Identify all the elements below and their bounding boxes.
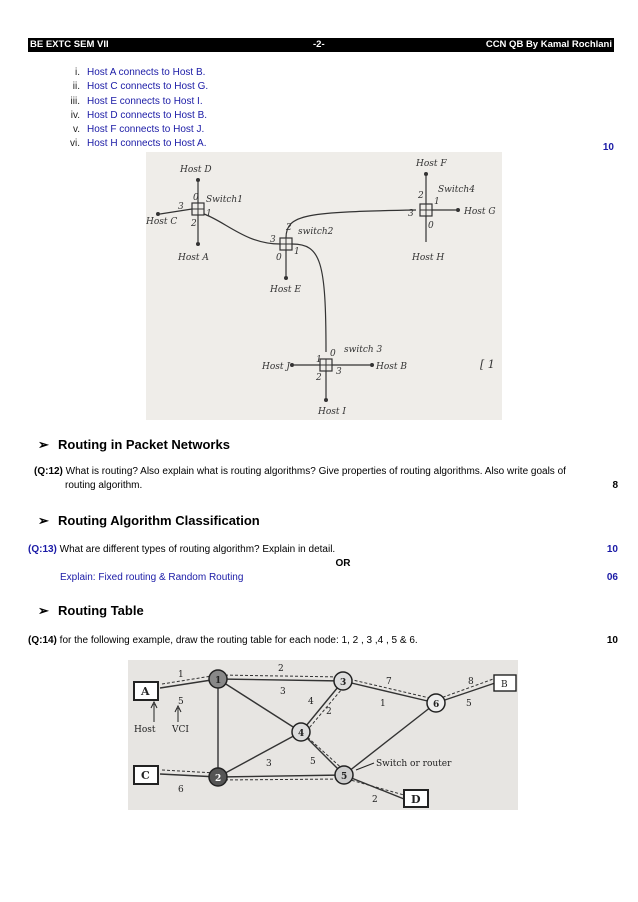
list-text: Host D connects to Host B. xyxy=(87,109,208,121)
node-1-label: 1 xyxy=(215,676,222,686)
list-number: v. xyxy=(72,124,80,136)
port: 0 xyxy=(330,349,336,359)
label-switch3: switch 3 xyxy=(344,345,383,355)
or-separator: OR xyxy=(335,558,351,569)
host-c-label: C xyxy=(141,769,150,782)
port: 0 xyxy=(276,253,282,263)
section-title: Routing in Packet Networks xyxy=(58,437,230,452)
vci-label: 5 xyxy=(310,757,316,767)
vci-label: 3 xyxy=(280,687,286,697)
list-text: Host E connects to Host I. xyxy=(87,95,203,107)
port: 3 xyxy=(336,367,342,377)
label-host-j: Host J xyxy=(262,362,290,372)
connections-marks: 10 xyxy=(602,142,614,153)
switch-annotation: Switch or router xyxy=(376,759,452,769)
question-alt-marks: 06 xyxy=(606,572,618,583)
question-14 xyxy=(28,634,618,648)
vci-label: 8 xyxy=(468,677,474,687)
vci-label: 5 xyxy=(178,697,184,707)
question-alt-text: Explain: Fixed routing & Random Routing xyxy=(60,572,244,583)
list-text: Host F connects to Host J. xyxy=(87,124,205,136)
section-title: Routing Algorithm Classification xyxy=(58,513,260,528)
arrowhead-bullet-icon: ➢ xyxy=(38,437,49,452)
vci-label: 1 xyxy=(380,699,386,709)
section-title: Routing Table xyxy=(58,603,144,618)
list-number: iii. xyxy=(70,95,80,107)
header-page-number: -2- xyxy=(313,39,325,50)
label-host-h: Host H xyxy=(412,253,445,263)
host-a-label: A xyxy=(141,685,150,698)
label-host-a: Host A xyxy=(178,253,209,263)
port: 3 xyxy=(408,209,414,219)
switch-network-diagram xyxy=(146,152,502,420)
list-item xyxy=(40,109,620,123)
vci-label: 4 xyxy=(308,697,314,707)
question-text: What is routing? Also explain what is routing algorithms? Give properties of routing algorithms. Also write goals of xyxy=(62,466,566,477)
port: 2 xyxy=(191,219,197,229)
list-item xyxy=(40,137,620,151)
list-number: i. xyxy=(75,67,80,78)
switch1 xyxy=(192,203,204,215)
vci-label: 7 xyxy=(386,677,392,687)
header-left: BE EXTC SEM VII xyxy=(30,39,109,50)
question-12 xyxy=(34,465,618,493)
switch3 xyxy=(320,359,332,371)
header-right: CCN QB By Kamal Rochlani xyxy=(485,39,612,50)
list-text: Host H connects to Host A. xyxy=(87,138,207,150)
node-3-label: 3 xyxy=(340,678,347,688)
port: 2 xyxy=(316,373,322,383)
port: 1 xyxy=(206,209,212,219)
connection-list xyxy=(40,66,620,152)
list-item xyxy=(40,123,620,137)
list-text: Host C connects to Host G. xyxy=(87,81,209,93)
switch4 xyxy=(420,204,432,216)
port: 2 xyxy=(418,191,424,201)
label-host-c: Host C xyxy=(146,217,178,227)
list-item xyxy=(40,95,620,109)
port: 3 xyxy=(178,202,184,212)
vci-label: 2 xyxy=(278,664,284,674)
question-label: (Q:14) xyxy=(28,635,57,646)
host-annotation: Host xyxy=(134,725,156,735)
vci-label: 6 xyxy=(178,785,184,795)
node-6-label: 6 xyxy=(433,700,440,710)
label-bracket: [ 1 xyxy=(480,358,495,371)
label-host-d: Host D xyxy=(180,165,212,175)
question-text: What are different types of routing algorithm? Explain in detail. xyxy=(56,544,336,555)
question-13 xyxy=(28,543,618,585)
node-4-label: 4 xyxy=(298,729,305,739)
label-host-i: Host I xyxy=(318,407,346,417)
vci-label: 3 xyxy=(266,759,272,769)
page-header xyxy=(28,38,614,52)
label-host-e: Host E xyxy=(270,285,301,295)
host-b-label: B xyxy=(501,680,508,690)
list-number: iv. xyxy=(70,109,80,121)
label-host-g: Host G xyxy=(464,207,496,217)
vci-label: 2 xyxy=(372,795,378,805)
port: 0 xyxy=(193,193,199,203)
switch2 xyxy=(280,238,292,250)
host-d-label: D xyxy=(411,793,421,806)
vci-label: 1 xyxy=(178,670,184,680)
node-2-label: 2 xyxy=(215,774,222,784)
label-switch2: switch2 xyxy=(298,227,334,237)
list-number: ii. xyxy=(72,81,80,93)
list-text: Host A connects to Host B. xyxy=(87,67,206,78)
list-item xyxy=(40,80,620,94)
question-label: (Q:12) xyxy=(34,466,63,477)
question-marks: 10 xyxy=(606,635,618,646)
vci-annotation: VCI xyxy=(172,725,189,735)
vci-label: 5 xyxy=(466,699,472,709)
question-text-continued: routing algorithm. xyxy=(65,480,143,491)
label-switch4: Switch4 xyxy=(438,185,475,195)
port: 0 xyxy=(428,221,434,231)
vci-label: 2 xyxy=(326,707,332,717)
arrowhead-bullet-icon: ➢ xyxy=(38,603,49,618)
port: 1 xyxy=(294,247,300,257)
port: 3 xyxy=(270,235,276,245)
label-host-b: Host B xyxy=(376,362,407,372)
label-host-f: Host F xyxy=(416,159,447,169)
node-5-label: 5 xyxy=(341,772,348,782)
port: 1 xyxy=(316,355,322,365)
label-switch1: Switch1 xyxy=(206,195,243,205)
question-label: (Q:13) xyxy=(28,544,57,555)
virtual-circuit-network-diagram xyxy=(128,660,518,810)
port: 1 xyxy=(434,197,440,207)
list-number: vi. xyxy=(70,138,80,150)
question-marks: 10 xyxy=(606,544,618,555)
question-marks: 8 xyxy=(612,480,618,491)
question-text: for the following example, draw the routing table for each node: 1, 2 , 3 ,4 , 5 & 6. xyxy=(56,635,418,646)
list-item xyxy=(40,66,620,80)
arrowhead-bullet-icon: ➢ xyxy=(38,513,49,528)
port: 2 xyxy=(286,223,292,233)
